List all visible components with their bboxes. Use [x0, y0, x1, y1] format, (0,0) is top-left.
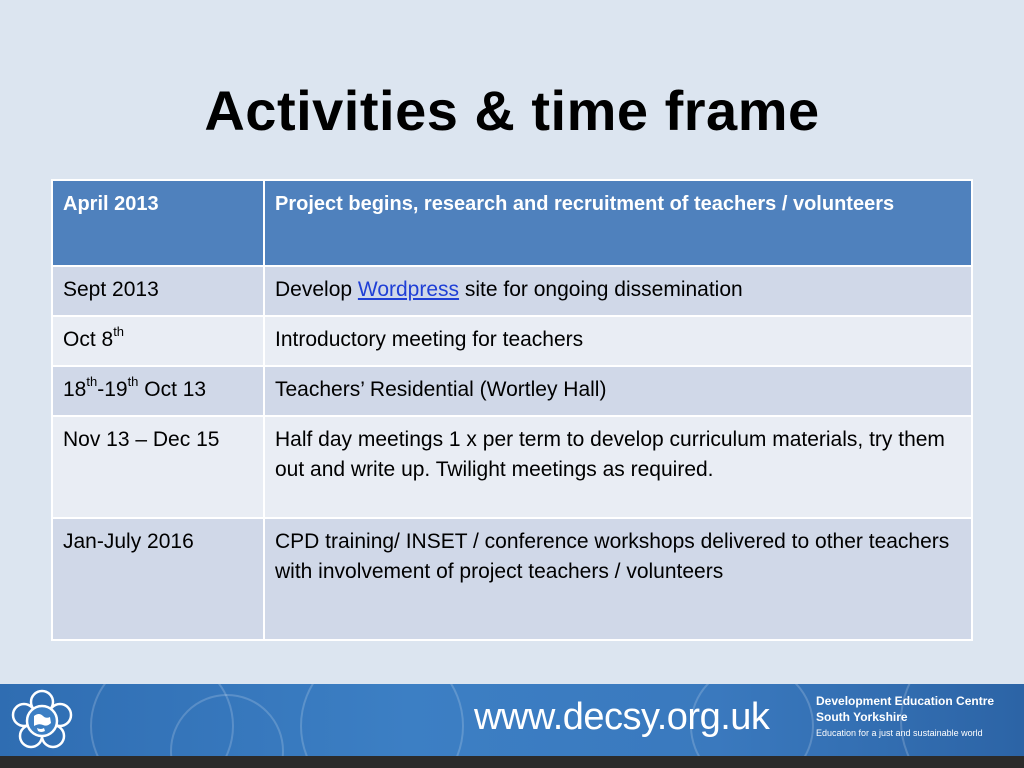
slide-title: Activities & time frame [204, 79, 820, 142]
date-text: -19 [97, 378, 128, 401]
table-row [52, 416, 972, 518]
row-date [52, 366, 264, 416]
row-activity [264, 266, 972, 316]
row-date: Nov 13 – Dec 15 [52, 416, 264, 518]
row-activity: Introductory meeting for teachers [264, 316, 972, 366]
date-text: Oct 8 [63, 328, 114, 351]
rose-globe-icon [10, 688, 74, 752]
table-row [52, 518, 972, 640]
footer-strip [0, 756, 1024, 768]
wordpress-link[interactable]: Wordpress [357, 278, 460, 301]
org-name-line1: Development Education Centre [816, 694, 995, 708]
org-tagline: Education for a just and sustainable world [816, 728, 983, 738]
table-row [52, 366, 972, 416]
timeline-table [51, 179, 973, 641]
date-suffix: th [86, 374, 98, 389]
row-activity: CPD training/ INSET / conference workshops delivered to other teachers with involvement of project teachers / volunteers [264, 518, 972, 640]
header-date: April 2013 [52, 180, 264, 266]
date-text: 18 [63, 378, 87, 401]
row-date: Jan-July 2016 [52, 518, 264, 640]
decorative-swirl [300, 684, 464, 756]
row-date [52, 316, 264, 366]
table-row [52, 316, 972, 366]
row-activity: Half day meetings 1 x per term to develop curriculum materials, try them out and write up. Twilight meetings as required. [264, 416, 972, 518]
table-header-row [52, 180, 972, 266]
table-row [52, 266, 972, 316]
activity-text: Develop [275, 278, 358, 301]
activity-text: site for ongoing dissemination [459, 278, 743, 301]
date-text: Oct 13 [138, 378, 207, 401]
row-activity: Teachers’ Residential (Wortley Hall) [264, 366, 972, 416]
org-name-line2: South Yorkshire [816, 710, 908, 724]
website-url[interactable]: www.decsy.org.uk [474, 696, 770, 738]
date-suffix: th [113, 324, 125, 339]
row-date: Sept 2013 [52, 266, 264, 316]
date-suffix: th [127, 374, 139, 389]
header-activity: Project begins, research and recruitment of teachers / volunteers [264, 180, 972, 266]
